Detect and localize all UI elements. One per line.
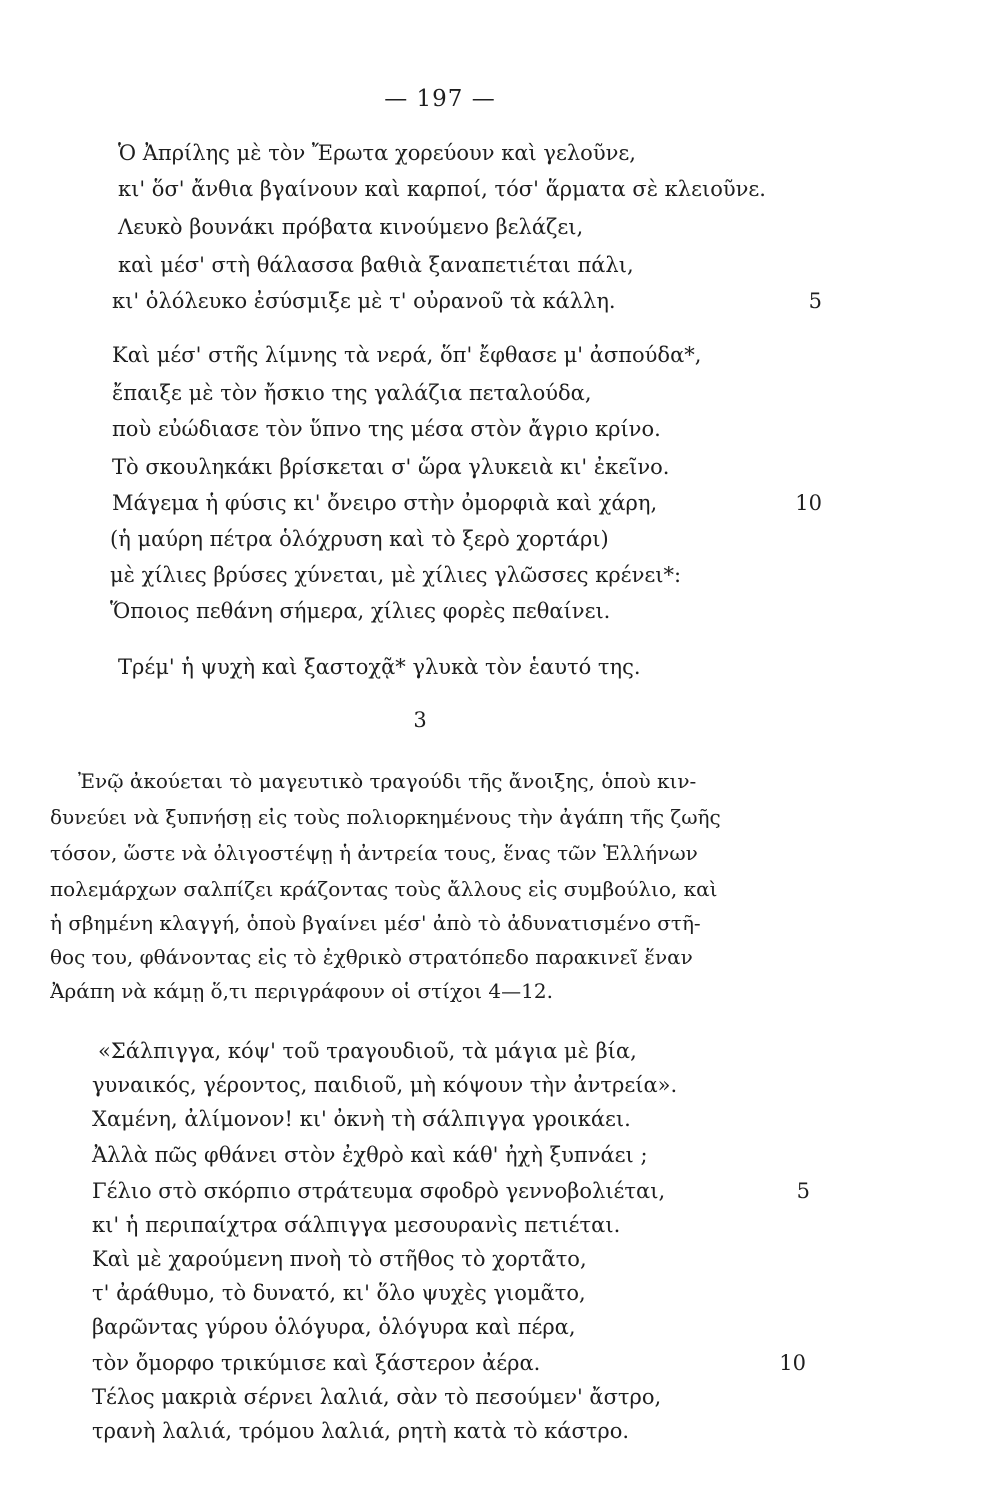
poem-line: γυναικός, γέροντος, παιδιοῦ, μὴ κόψουν τὴν ἀντρεία». (92, 1073, 678, 1097)
poem-line: κι' ἡ περιπαίχτρα σάλπιγγα μεσουρανὶς πετιέται. (92, 1213, 621, 1237)
poem-line: Ὅποιος πεθάνη σήμερα, χίλιες φορὲς πεθαίνει. (110, 599, 611, 623)
poem-line: βαρῶντας γύρου ὁλόγυρα, ὁλόγυρα καὶ πέρα, (92, 1315, 576, 1339)
poem-line: Μάγεμα ἡ φύσις κι' ὄνειρο στὴν ὀμορφιὰ καὶ χάρη, (112, 491, 658, 515)
poem-line: Τὸ σκουληκάκι βρίσκεται σ' ὥρα γλυκειὰ κι' ἐκεῖνο. (112, 455, 670, 479)
poem-line: κι' ὁλόλευκο ἐσύσμιξε μὲ τ' οὐρανοῦ τὰ κάλλη. (112, 289, 616, 313)
poem-line: τὸν ὄμορφο τρικύμισε καὶ ξάστερον ἀέρα. (92, 1351, 541, 1375)
prose-line: ἡ σβημένη κλαγγή, ὁποὺ βγαίνει μέσ' ἀπὸ τὸ ἀδυνατισμένο στῆ- (50, 911, 701, 935)
page-number: — 197 — (384, 86, 496, 112)
poem-line: κι' ὅσ' ἄνθια βγαίνουν καὶ καρποί, τόσ' ἅρματα σὲ κλειοῦνε. (118, 177, 766, 201)
poem-line: Ἀλλὰ πῶς φθάνει στὸν ἐχθρὸ καὶ κάθ' ἠχὴ ξυπνάει ; (92, 1143, 648, 1167)
prose-line: Ἐνῷ ἀκούεται τὸ μαγευτικὸ τραγούδι τῆς ἄνοιξης, ὁποὺ κιν- (78, 769, 697, 793)
line-number: 5 (808, 289, 822, 313)
line-number: 5 (796, 1179, 810, 1203)
poem-line: Τέλος μακριὰ σέρνει λαλιά, σὰν τὸ πεσούμεν' ἄστρο, (92, 1385, 662, 1409)
prose-line: Ἀράπη νὰ κάμῃ ὅ,τι περιγράφουν οἱ στίχοι 4—12. (50, 979, 553, 1003)
prose-line: πολεμάρχων σαλπίζει κράζοντας τοὺς ἄλλους εἰς συμβούλιο, καὶ (50, 877, 718, 901)
poem-line: Γέλιο στὸ σκόρπιο στράτευμα σφοδρὸ γεννοβολιέται, (92, 1179, 666, 1203)
poem-line: Καὶ μὲ χαρούμενη πνοὴ τὸ στῆθος τὸ χορτᾶτο, (92, 1247, 587, 1271)
poem-line: τ' ἀράθυμο, τὸ δυνατό, κι' ὅλο ψυχὲς γιομᾶτο, (92, 1281, 586, 1305)
poem-line: «Σάλπιγγα, κόψ' τοῦ τραγουδιοῦ, τὰ μάγια μὲ βία, (98, 1039, 637, 1063)
poem-line: Τρέμ' ἡ ψυχὴ καὶ ξαστοχᾷ* γλυκὰ τὸν ἑαυτό της. (118, 655, 641, 679)
poem-line: Χαμένη, ἀλίμονον! κι' ὀκνὴ τὴ σάλπιγγα γροικάει. (92, 1107, 631, 1131)
poem-line: (ἡ μαύρη πέτρα ὁλόχρυση καὶ τὸ ξερὸ χορτάρι) (110, 527, 609, 551)
prose-line: τόσον, ὥστε νὰ ὀλιγοστέψῃ ἡ ἀντρεία τους, ἕνας τῶν Ἑλλήνων (50, 841, 698, 865)
line-number: 10 (779, 1351, 806, 1375)
prose-line: θος του, φθάνοντας εἰς τὸ ἐχθρικὸ στρατόπεδο παρακινεῖ ἕναν (50, 945, 693, 969)
line-number: 10 (795, 491, 822, 515)
poem-line: μὲ χίλιες βρύσες χύνεται, μὲ χίλιες γλῶσσες κρένει*: (110, 563, 682, 587)
poem-line: Καὶ μέσ' στῆς λίμνης τὰ νερά, ὅπ' ἔφθασε μ' ἀσπούδα*, (112, 343, 702, 367)
prose-line: δυνεύει νὰ ξυπνήσῃ εἰς τοὺς πολιορκημένους τὴν ἀγάπη τῆς ζωῆς (50, 805, 721, 829)
section-heading: 3 (413, 708, 427, 732)
poem-line: Ὁ Ἀπρίλης μὲ τὸν Ἔρωτα χορεύουν καὶ γελοῦνε, (118, 141, 636, 165)
poem-line: Λευκὸ βουνάκι πρόβατα κινούμενο βελάζει, (118, 215, 584, 239)
poem-line: ἔπαιξε μὲ τὸν ἤσκιο της γαλάζια πεταλούδα, (112, 381, 592, 405)
poem-line: καὶ μέσ' στὴ θάλασσα βαθιὰ ξαναπετιέται πάλι, (118, 253, 634, 277)
poem-line: τρανὴ λαλιά, τρόμου λαλιά, ρητὴ κατὰ τὸ κάστρο. (92, 1419, 630, 1443)
poem-line: ποὺ εὐώδιασε τὸν ὕπνο της μέσα στὸν ἄγριο κρίνο. (112, 417, 661, 441)
